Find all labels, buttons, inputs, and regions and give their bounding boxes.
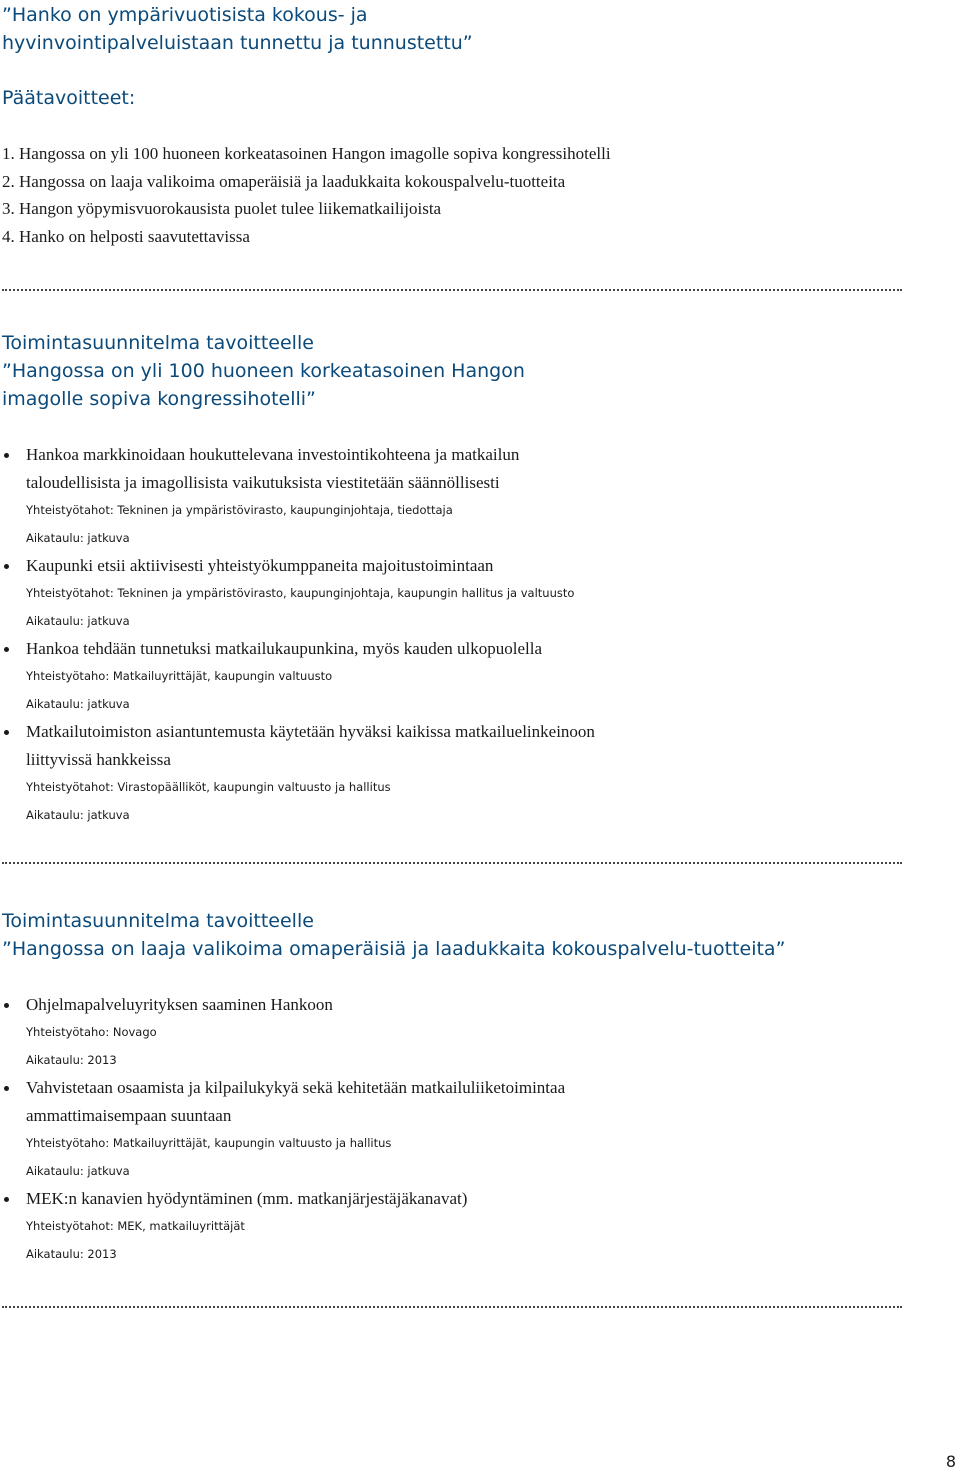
action-schedule: Aikataulu: jatkuva — [26, 530, 130, 545]
section2-heading-line2: ”Hangossa on laaja valikoima omaperäisiä ja laadukkaita kokouspalvelu-tuotteita” — [2, 938, 786, 960]
section1-heading-line3: imagolle sopiva kongressihotelli” — [2, 388, 316, 410]
section1-heading-line1: Toimintasuunnitelma tavoitteelle — [2, 332, 314, 354]
action-schedule: Aikataulu: jatkuva — [26, 613, 130, 628]
dotted-separator — [2, 1306, 902, 1308]
action-item — [2, 441, 902, 552]
main-goals-label: Päätavoitteet: — [2, 87, 136, 109]
action-partners: Yhteistyötahot: MEK, matkailuyrittäjät — [26, 1219, 245, 1233]
dotted-separator — [2, 862, 902, 864]
document-title — [2, 1, 902, 57]
dotted-separator — [2, 289, 902, 291]
action-title-line1: MEK:n kanavien hyödyntäminen (mm. matkanjärjestäjäkanavat) — [26, 1189, 468, 1208]
action-item — [2, 552, 902, 635]
action-item — [2, 635, 902, 718]
action-item — [2, 991, 902, 1074]
action-title-line2: taloudellisista ja imagollisista vaikutuksista viestitetään säännöllisesti — [26, 473, 500, 492]
action-title-line1: Ohjelmapalveluyrityksen saaminen Hankoon — [26, 995, 333, 1014]
goal-item: 4. Hanko on helposti saavutettavissa — [2, 226, 250, 246]
section2-action-list — [2, 991, 902, 1268]
goal-item: 3. Hangon yöpymisvuorokausista puolet tulee liikematkailijoista — [2, 199, 442, 218]
section1-action-list — [2, 441, 902, 829]
action-title-line2: liittyvissä hankkeissa — [26, 750, 171, 769]
section1-heading — [2, 329, 922, 413]
action-item — [2, 718, 902, 829]
action-schedule: Aikataulu: 2013 — [26, 1246, 117, 1261]
goal-item: 2. Hangossa on laaja valikoima omaperäisiä ja laadukkaita kokouspalvelu-tuotteita — [2, 171, 566, 191]
main-goals-list — [2, 140, 611, 250]
section2-heading-line1: Toimintasuunnitelma tavoitteelle — [2, 910, 314, 932]
action-partners: Yhteistyötaho: Matkailuyrittäjät, kaupungin valtuusto — [26, 669, 333, 683]
action-schedule: Aikataulu: jatkuva — [26, 696, 130, 711]
action-partners: Yhteistyötaho: Novago — [26, 1025, 157, 1039]
section2-heading — [2, 907, 922, 963]
action-title-line2: ammattimaisempaan suuntaan — [26, 1106, 232, 1125]
page-number: 8 — [945, 1452, 956, 1471]
action-title-line1: Hankoa tehdään tunnetuksi matkailukaupunkina, myös kauden ulkopuolella — [26, 639, 543, 658]
action-schedule: Aikataulu: jatkuva — [26, 1163, 130, 1178]
action-schedule: Aikataulu: 2013 — [26, 1052, 117, 1067]
action-partners: Yhteistyötaho: Matkailuyrittäjät, kaupungin valtuusto ja hallitus — [26, 1136, 392, 1150]
action-schedule: Aikataulu: jatkuva — [26, 807, 130, 822]
action-title-line1: Vahvistetaan osaamista ja kilpailukykyä sekä kehitetään matkailuliiketoimintaa — [26, 1078, 566, 1097]
document-title-line1: ”Hanko on ympärivuotisista kokous- ja — [2, 4, 368, 26]
action-item — [2, 1074, 902, 1185]
action-partners: Yhteistyötahot: Virastopäälliköt, kaupungin valtuusto ja hallitus — [26, 780, 391, 794]
action-partners: Yhteistyötahot: Tekninen ja ympäristövirasto, kaupunginjohtaja, kaupungin hallitus ja valtuusto — [26, 586, 575, 600]
goal-item: 1. Hangossa on yli 100 huoneen korkeatasoinen Hangon imagolle sopiva kongressihotelli — [2, 144, 611, 163]
action-title-line1: Kaupunki etsii aktiivisesti yhteistyökumppaneita majoitustoimintaan — [26, 556, 494, 575]
action-item — [2, 1185, 902, 1268]
section1-heading-line2: ”Hangossa on yli 100 huoneen korkeatasoinen Hangon — [2, 360, 525, 382]
action-title-line1: Matkailutoimiston asiantuntemusta käytetään hyväksi kaikissa matkailuelinkeinoon — [26, 722, 595, 741]
action-title-line1: Hankoa markkinoidaan houkuttelevana investointikohteena ja matkailun — [26, 445, 520, 464]
document-title-line2: hyvinvointipalveluistaan tunnettu ja tunnustettu” — [2, 32, 473, 54]
action-partners: Yhteistyötahot: Tekninen ja ympäristövirasto, kaupunginjohtaja, tiedottaja — [26, 503, 453, 517]
